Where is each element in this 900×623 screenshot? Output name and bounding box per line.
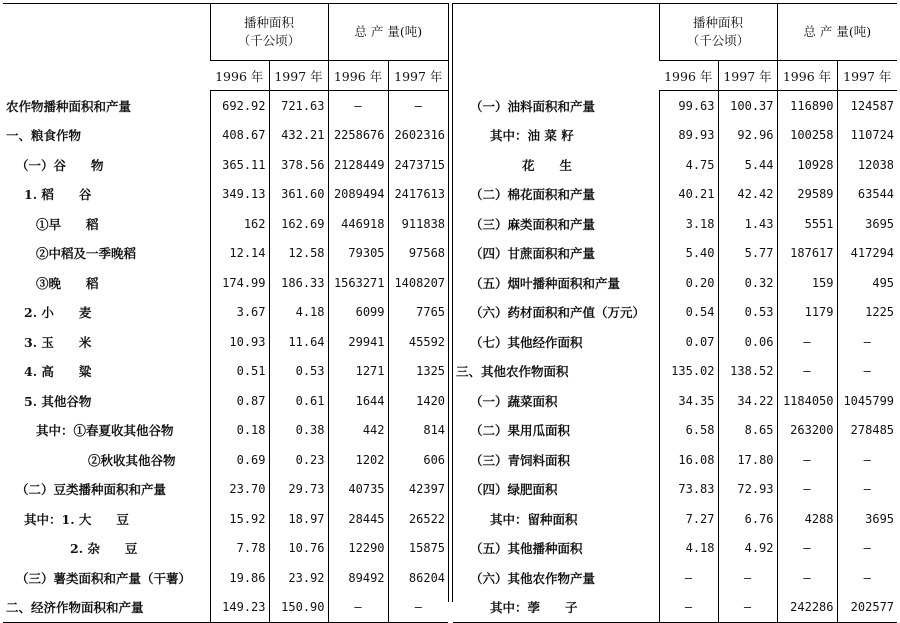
row-label: 2. 小 麦: [24, 305, 92, 321]
table-row: [453, 445, 897, 475]
area-1996-value: 162: [210, 209, 269, 239]
output-1996-value: 100258: [777, 121, 837, 151]
row-label: （一）蔬菜面积: [470, 393, 558, 409]
table-row: [453, 239, 897, 269]
area-1996-value: 12.14: [210, 239, 269, 269]
row-label: ③晚 稻: [36, 275, 99, 291]
area-1997-value: 432.21: [269, 121, 328, 151]
table-row: [3, 563, 448, 593]
area-1997-value: 0.53: [718, 298, 777, 328]
area-1996-value: 19.86: [210, 563, 269, 593]
row-label: （一）油料面积和产量: [470, 98, 596, 114]
area-1996-value: 0.20: [659, 268, 718, 298]
area-1997-value: 0.38: [269, 416, 328, 446]
area-1997-value: 100.37: [718, 91, 777, 121]
area-1996-value: 4.75: [659, 150, 718, 180]
item-header: [453, 4, 659, 91]
table-row: [453, 386, 897, 416]
row-label: （六）药材面积和产值（万元）: [470, 305, 646, 321]
output-1997-value: 417294: [837, 239, 897, 269]
output-1996-value: 2089494: [328, 180, 388, 210]
output-1996-value: 12290: [328, 534, 388, 564]
table-row: [3, 475, 448, 505]
table-row: [453, 91, 897, 121]
area-1996-value: 7.78: [210, 534, 269, 564]
output-1996-value: 2258676: [328, 121, 388, 151]
output-1996-value: 263200: [777, 416, 837, 446]
output-1997-value: 495: [837, 268, 897, 298]
area-1996-value: 3.67: [210, 298, 269, 328]
output-1997-value: 63544: [837, 180, 897, 210]
output-1996-value: 1179: [777, 298, 837, 328]
area-1996-value: 349.13: [210, 180, 269, 210]
year-header: 1996 年: [777, 61, 837, 91]
row-label: （三）青饲料面积: [470, 452, 571, 468]
output-1996-value: 1202: [328, 445, 388, 475]
output-1997-value: 15875: [388, 534, 448, 564]
output-1997-value: 1225: [837, 298, 897, 328]
table-row: [453, 416, 897, 446]
area-1996-value: 6.58: [659, 416, 718, 446]
area-label: 播种面积: [244, 15, 295, 30]
area-1996-value: 365.11: [210, 150, 269, 180]
output-1996-value: 187617: [777, 239, 837, 269]
output-1997-value: 7765: [388, 298, 448, 328]
table-row: [453, 504, 897, 534]
output-1996-value: 28445: [328, 504, 388, 534]
row-label: 其中：1. 大 豆: [24, 511, 129, 527]
output-1996-value: 29589: [777, 180, 837, 210]
row-label: 3. 玉 米: [24, 334, 92, 350]
area-1997-value: 92.96: [718, 121, 777, 151]
year-header: 1997 年: [718, 61, 777, 91]
table-row: [453, 357, 897, 387]
row-label: （四）甘蔗面积和产量: [470, 246, 596, 262]
output-1997-value: 2417613: [388, 180, 448, 210]
output-1996-value: —: [777, 357, 837, 387]
area-header: [210, 4, 328, 61]
output-header: 总 产 量(吨): [777, 4, 897, 61]
area-1996-value: 15.92: [210, 504, 269, 534]
table-row: [3, 180, 448, 210]
area-1996-value: —: [659, 593, 718, 623]
table-row: [3, 445, 448, 475]
row-label: （三）麻类面积和产量: [470, 216, 596, 232]
output-1997-value: 45592: [388, 327, 448, 357]
left-table-body: [3, 91, 448, 623]
output-1997-value: 2473715: [388, 150, 448, 180]
area-1997-value: —: [718, 563, 777, 593]
output-1996-value: 1563271: [328, 268, 388, 298]
area-1996-value: 135.02: [659, 357, 718, 387]
area-1997-value: 721.63: [269, 91, 328, 121]
item-header: [3, 4, 210, 91]
table-row: [453, 150, 897, 180]
area-1997-value: 11.64: [269, 327, 328, 357]
output-1996-value: 1271: [328, 357, 388, 387]
row-label: （三）薯类面积和产量（干薯）: [16, 570, 192, 586]
output-1996-value: —: [777, 534, 837, 564]
output-1997-value: 1045799: [837, 386, 897, 416]
table-row: [453, 593, 897, 623]
table-row: [3, 534, 448, 564]
row-label: 花 生: [522, 157, 573, 173]
area-1997-value: 10.76: [269, 534, 328, 564]
table-row: [3, 416, 448, 446]
area-1996-value: —: [659, 563, 718, 593]
output-1997-value: 3695: [837, 504, 897, 534]
output-1996-value: 442: [328, 416, 388, 446]
row-label: 其中：油 菜 籽: [490, 128, 574, 144]
area-1997-value: 150.90: [269, 593, 328, 623]
area-1996-value: 4.18: [659, 534, 718, 564]
year-header: 1996 年: [328, 61, 388, 91]
area-1997-value: 4.92: [718, 534, 777, 564]
output-1996-value: —: [328, 91, 388, 121]
table-row: [453, 268, 897, 298]
row-label: 2. 杂 豆: [70, 541, 138, 557]
area-1997-value: 1.43: [718, 209, 777, 239]
area-1997-value: —: [718, 593, 777, 623]
output-1997-value: 26522: [388, 504, 448, 534]
output-1996-value: 29941: [328, 327, 388, 357]
row-label: 其中：留种面积: [490, 511, 578, 527]
table-row: [3, 91, 448, 121]
row-label: （五）烟叶播种面积和产量: [470, 275, 621, 291]
area-1996-value: 174.99: [210, 268, 269, 298]
area-1996-value: 0.18: [210, 416, 269, 446]
area-1996-value: 7.27: [659, 504, 718, 534]
area-1996-value: 408.67: [210, 121, 269, 151]
output-1996-value: 4288: [777, 504, 837, 534]
area-1997-value: 0.32: [718, 268, 777, 298]
table-row: [453, 298, 897, 328]
row-label: 二、经济作物面积和产量: [3, 593, 210, 623]
row-label: （一）谷 物: [16, 157, 104, 173]
area-1997-value: 29.73: [269, 475, 328, 505]
output-1997-value: —: [837, 563, 897, 593]
area-1997-value: 18.97: [269, 504, 328, 534]
year-header: 1996 年: [210, 61, 269, 91]
area-header: [659, 4, 777, 61]
year-header: 1997 年: [837, 61, 897, 91]
table-row: [453, 534, 897, 564]
output-1997-value: —: [837, 475, 897, 505]
row-label: ①早 稻: [36, 216, 99, 232]
row-label: （六）其他农作物产量: [470, 570, 596, 586]
output-1997-value: 1420: [388, 386, 448, 416]
output-1996-value: 10928: [777, 150, 837, 180]
output-1997-value: 202577: [837, 593, 897, 623]
row-label: 1. 稻 谷: [24, 187, 92, 203]
table-row: [3, 209, 448, 239]
output-1996-value: 1644: [328, 386, 388, 416]
table-row: [3, 298, 448, 328]
area-1996-value: 16.08: [659, 445, 718, 475]
output-1996-value: 40735: [328, 475, 388, 505]
year-header: 1997 年: [388, 61, 448, 91]
area-1997-value: 0.06: [718, 327, 777, 357]
output-1996-value: —: [777, 327, 837, 357]
table-row: [3, 239, 448, 269]
area-1996-value: 0.54: [659, 298, 718, 328]
output-1997-value: —: [837, 357, 897, 387]
row-label: （二）豆类播种面积和产量: [16, 482, 167, 498]
area-1996-value: 692.92: [210, 91, 269, 121]
row-label: 4. 高 粱: [24, 364, 92, 380]
output-1997-value: 278485: [837, 416, 897, 446]
output-1996-value: —: [777, 563, 837, 593]
output-1997-value: 3695: [837, 209, 897, 239]
area-unit-label: （千公顷）: [237, 33, 301, 48]
area-1997-value: 42.42: [718, 180, 777, 210]
output-header: 总 产 量(吨): [328, 4, 448, 61]
area-1997-value: 378.56: [269, 150, 328, 180]
row-label: ②中稻及一季晚稻: [36, 246, 137, 262]
area-1996-value: 3.18: [659, 209, 718, 239]
output-1996-value: —: [328, 593, 388, 623]
output-1996-value: 6099: [328, 298, 388, 328]
area-1997-value: 186.33: [269, 268, 328, 298]
area-1996-value: 149.23: [210, 593, 269, 623]
table-row: [453, 563, 897, 593]
area-1997-value: 162.69: [269, 209, 328, 239]
output-1997-value: 86204: [388, 563, 448, 593]
row-label: （五）其他播种面积: [470, 541, 583, 557]
area-1997-value: 138.52: [718, 357, 777, 387]
output-1997-value: 1408207: [388, 268, 448, 298]
area-1996-value: 0.69: [210, 445, 269, 475]
row-label: （四）绿肥面积: [470, 482, 558, 498]
area-1997-value: 8.65: [718, 416, 777, 446]
area-1997-value: 5.44: [718, 150, 777, 180]
output-1997-value: 110724: [837, 121, 897, 151]
area-label: 播种面积: [693, 15, 744, 30]
area-1997-value: 361.60: [269, 180, 328, 210]
area-1996-value: 34.35: [659, 386, 718, 416]
area-1996-value: 23.70: [210, 475, 269, 505]
output-1997-value: —: [837, 327, 897, 357]
area-1996-value: 0.51: [210, 357, 269, 387]
output-1997-value: 911838: [388, 209, 448, 239]
row-label: 一、粮食作物: [6, 128, 82, 144]
row-label: 三、其他农作物面积: [456, 364, 569, 380]
output-1996-value: —: [777, 445, 837, 475]
output-1996-value: 79305: [328, 239, 388, 269]
row-label: 其中：荸 子: [453, 593, 659, 623]
area-1997-value: 17.80: [718, 445, 777, 475]
output-1996-value: 1184050: [777, 386, 837, 416]
table-row: [3, 386, 448, 416]
output-1997-value: 12038: [837, 150, 897, 180]
area-1997-value: 0.23: [269, 445, 328, 475]
table-row: [453, 475, 897, 505]
row-label: 其中：①春夏收其他谷物: [36, 423, 174, 439]
area-1996-value: 5.40: [659, 239, 718, 269]
area-1996-value: 0.87: [210, 386, 269, 416]
output-1996-value: 159: [777, 268, 837, 298]
area-1996-value: 89.93: [659, 121, 718, 151]
row-label: （二）果用瓜面积: [470, 423, 571, 439]
table-row: [453, 121, 897, 151]
area-1996-value: 40.21: [659, 180, 718, 210]
output-1997-value: 1325: [388, 357, 448, 387]
table-row: [3, 150, 448, 180]
output-1996-value: 2128449: [328, 150, 388, 180]
row-label: 农作物播种面积和产量: [6, 98, 132, 114]
area-1996-value: 10.93: [210, 327, 269, 357]
output-1996-value: 116890: [777, 91, 837, 121]
output-1997-value: 814: [388, 416, 448, 446]
table-row: [3, 121, 448, 151]
table-row: [3, 593, 448, 623]
area-1996-value: 0.07: [659, 327, 718, 357]
area-1997-value: 5.77: [718, 239, 777, 269]
table-row: [453, 327, 897, 357]
area-1997-value: 34.22: [718, 386, 777, 416]
output-1997-value: 2602316: [388, 121, 448, 151]
table-row: [3, 327, 448, 357]
year-header: 1996 年: [659, 61, 718, 91]
row-label: （七）其他经作面积: [470, 334, 583, 350]
output-1997-value: 97568: [388, 239, 448, 269]
row-label: （二）棉花面积和产量: [470, 187, 596, 203]
table-row: [3, 504, 448, 534]
row-label: 5. 其他谷物: [24, 393, 92, 409]
output-1996-value: —: [777, 475, 837, 505]
output-1996-value: 89492: [328, 563, 388, 593]
year-header: 1997 年: [269, 61, 328, 91]
output-1997-value: 42397: [388, 475, 448, 505]
area-1997-value: 23.92: [269, 563, 328, 593]
output-1997-value: —: [388, 91, 448, 121]
area-1997-value: 12.58: [269, 239, 328, 269]
table-row: [3, 357, 448, 387]
output-1996-value: 5551: [777, 209, 837, 239]
area-unit-label: （千公顷）: [686, 33, 750, 48]
output-1997-value: 124587: [837, 91, 897, 121]
area-1997-value: 4.18: [269, 298, 328, 328]
area-1996-value: 73.83: [659, 475, 718, 505]
area-1996-value: 99.63: [659, 91, 718, 121]
right-table-body: [453, 91, 897, 623]
table-row: [453, 180, 897, 210]
output-1997-value: —: [837, 534, 897, 564]
area-1997-value: 0.61: [269, 386, 328, 416]
area-1997-value: 0.53: [269, 357, 328, 387]
table-row: [453, 209, 897, 239]
output-1996-value: 242286: [777, 593, 837, 623]
table-row: [3, 268, 448, 298]
area-1997-value: 6.76: [718, 504, 777, 534]
output-1997-value: —: [388, 593, 448, 623]
output-1996-value: 446918: [328, 209, 388, 239]
output-1997-value: —: [837, 445, 897, 475]
right-table: [453, 3, 897, 623]
area-1997-value: 72.93: [718, 475, 777, 505]
row-label: ②秋收其他谷物: [88, 452, 176, 468]
left-table: [3, 3, 448, 623]
output-1997-value: 606: [388, 445, 448, 475]
statistics-page: [3, 3, 897, 616]
